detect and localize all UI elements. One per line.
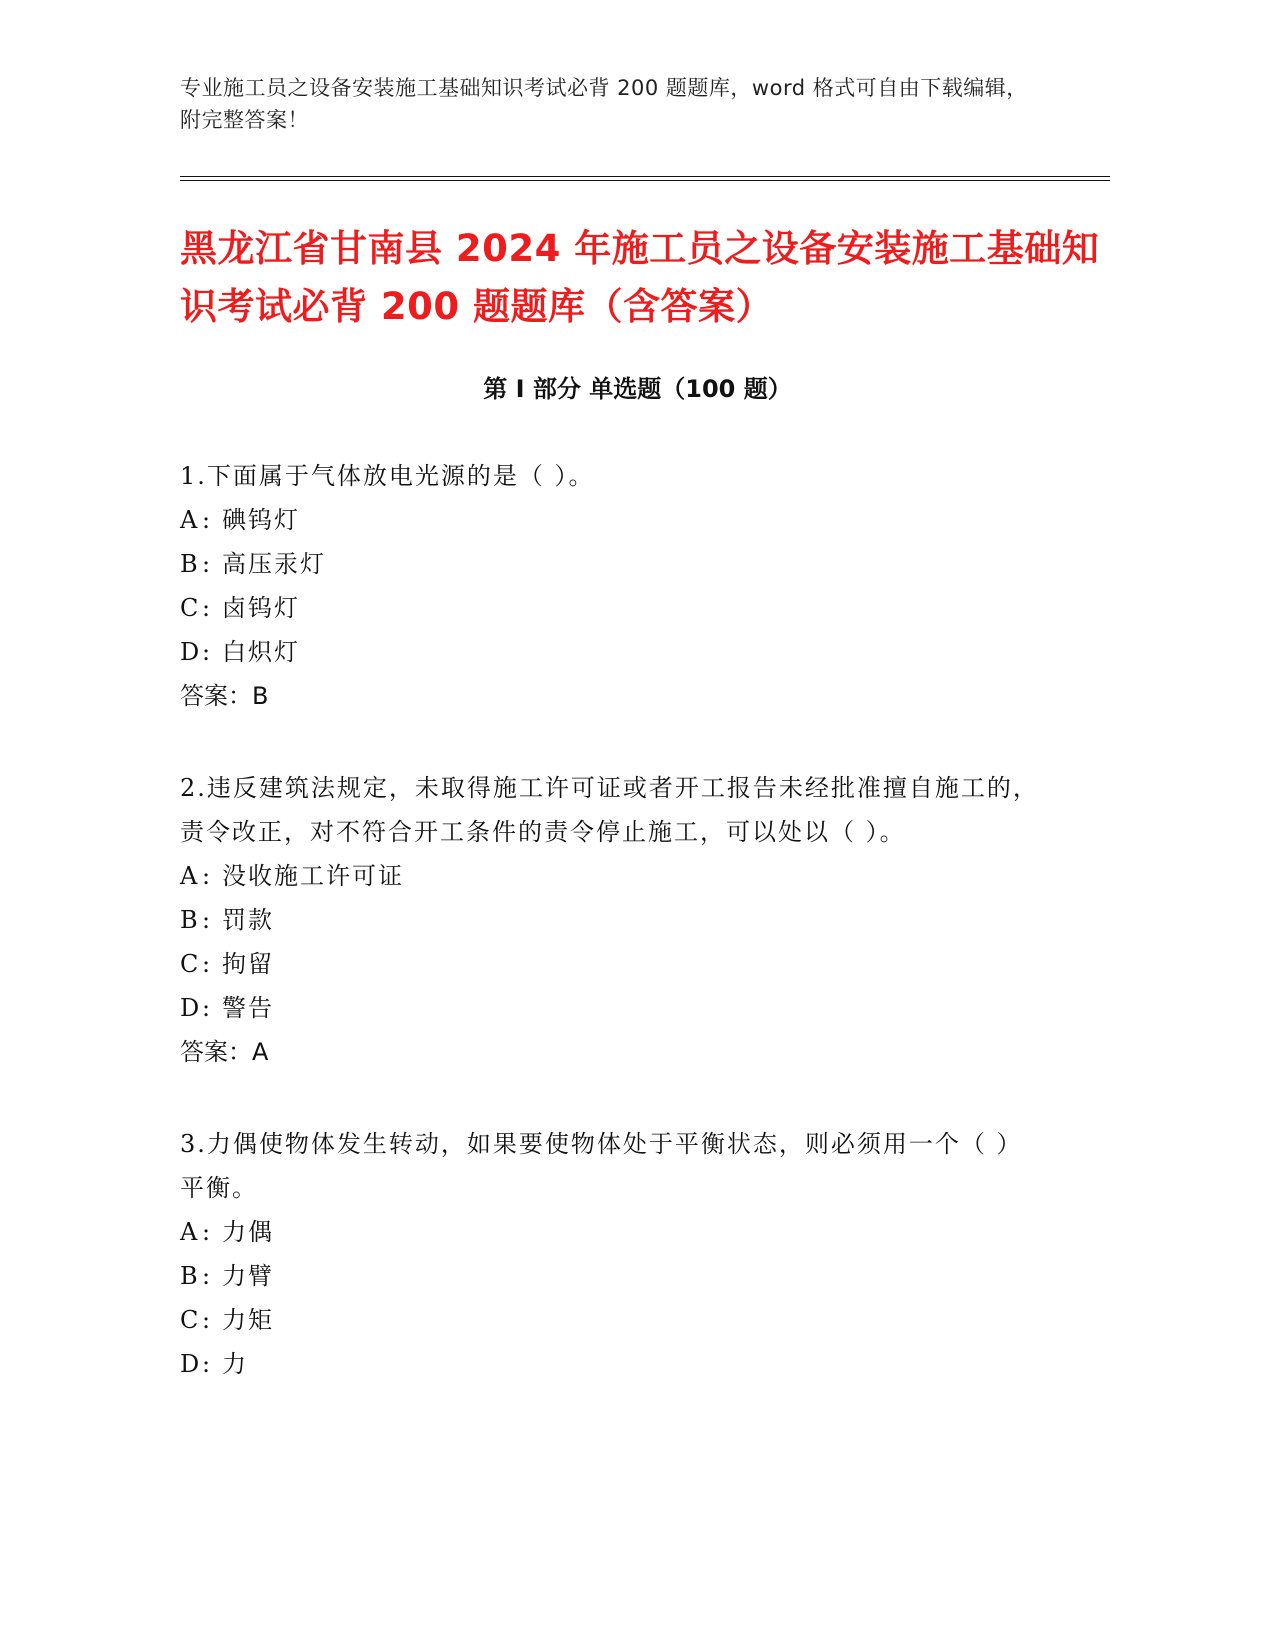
option-text: 拘留 (222, 950, 274, 978)
option-b[interactable] (180, 898, 1040, 942)
option-letter: A (180, 1218, 200, 1246)
option-letter: D (180, 994, 202, 1022)
question-item (180, 1122, 1040, 1386)
option-a[interactable] (180, 1210, 1040, 1254)
option-text: 卤钨灯 (222, 594, 300, 622)
option-c[interactable] (180, 586, 1040, 630)
option-separator: : (202, 506, 213, 534)
option-text: 力 (222, 1350, 248, 1378)
answer-line (180, 674, 1040, 718)
option-text: 没收施工许可证 (222, 862, 404, 890)
option-separator: : (202, 638, 213, 666)
option-separator: : (202, 906, 213, 934)
option-separator: : (202, 1218, 213, 1246)
option-c[interactable] (180, 942, 1040, 986)
answer-value: A (252, 1038, 269, 1066)
option-letter: B (180, 906, 200, 934)
option-separator: : (202, 950, 213, 978)
option-letter: C (180, 594, 201, 622)
option-d[interactable] (180, 1342, 1040, 1386)
option-separator: : (202, 1350, 213, 1378)
option-letter: C (180, 1306, 201, 1334)
option-b[interactable] (180, 542, 1040, 586)
option-letter: C (180, 950, 201, 978)
option-separator: : (202, 1306, 213, 1334)
answer-label: 答案： (180, 1038, 252, 1066)
option-text: 碘钨灯 (222, 506, 300, 534)
header-note: 专业施工员之设备安装施工基础知识考试必背 200 题题库，word 格式可自由下载编辑，附完整答案！ (180, 76, 1028, 132)
option-separator: : (202, 550, 213, 578)
option-d[interactable] (180, 630, 1040, 674)
question-stem: 2.违反建筑法规定，未取得施工许可证或者开工报告未经批准擅自施工的，责令改正，对不符合开工条件的责令停止施工，可以处以（ ）。 (180, 774, 1039, 846)
option-separator: : (202, 1262, 213, 1290)
option-letter: B (180, 1262, 200, 1290)
answer-line (180, 1030, 1040, 1074)
header-divider (180, 176, 1110, 181)
option-b[interactable] (180, 1254, 1040, 1298)
option-text: 罚款 (222, 906, 274, 934)
question-list (180, 454, 1040, 1434)
option-a[interactable] (180, 498, 1040, 542)
option-c[interactable] (180, 1298, 1040, 1342)
option-separator: : (202, 994, 213, 1022)
option-text: 力臂 (222, 1262, 274, 1290)
question-item (180, 766, 1040, 1074)
option-letter: A (180, 506, 200, 534)
option-text: 白炽灯 (222, 638, 300, 666)
option-letter: A (180, 862, 200, 890)
option-text: 高压汞灯 (222, 550, 326, 578)
document-title: 黑龙江省甘南县 2024 年施工员之设备安装施工基础知识考试必背 200 题题库（含答案） (180, 227, 1100, 328)
option-separator: : (202, 594, 213, 622)
question-item (180, 454, 1040, 718)
option-separator: : (202, 862, 213, 890)
option-text: 力矩 (222, 1306, 274, 1334)
option-d[interactable] (180, 986, 1040, 1030)
option-a[interactable] (180, 854, 1040, 898)
option-text: 力偶 (222, 1218, 274, 1246)
option-letter: D (180, 638, 202, 666)
question-stem: 1.下面属于气体放电光源的是（ ）。 (180, 462, 595, 490)
section-title: 第 I 部分 单选题（100 题） (483, 375, 792, 403)
option-text: 警告 (222, 994, 274, 1022)
option-letter: D (180, 1350, 202, 1378)
answer-value: B (252, 682, 269, 710)
option-letter: B (180, 550, 200, 578)
question-stem: 3.力偶使物体发生转动，如果要使物体处于平衡状态，则必须用一个（ ）平衡。 (180, 1130, 1023, 1202)
answer-label: 答案： (180, 682, 252, 710)
